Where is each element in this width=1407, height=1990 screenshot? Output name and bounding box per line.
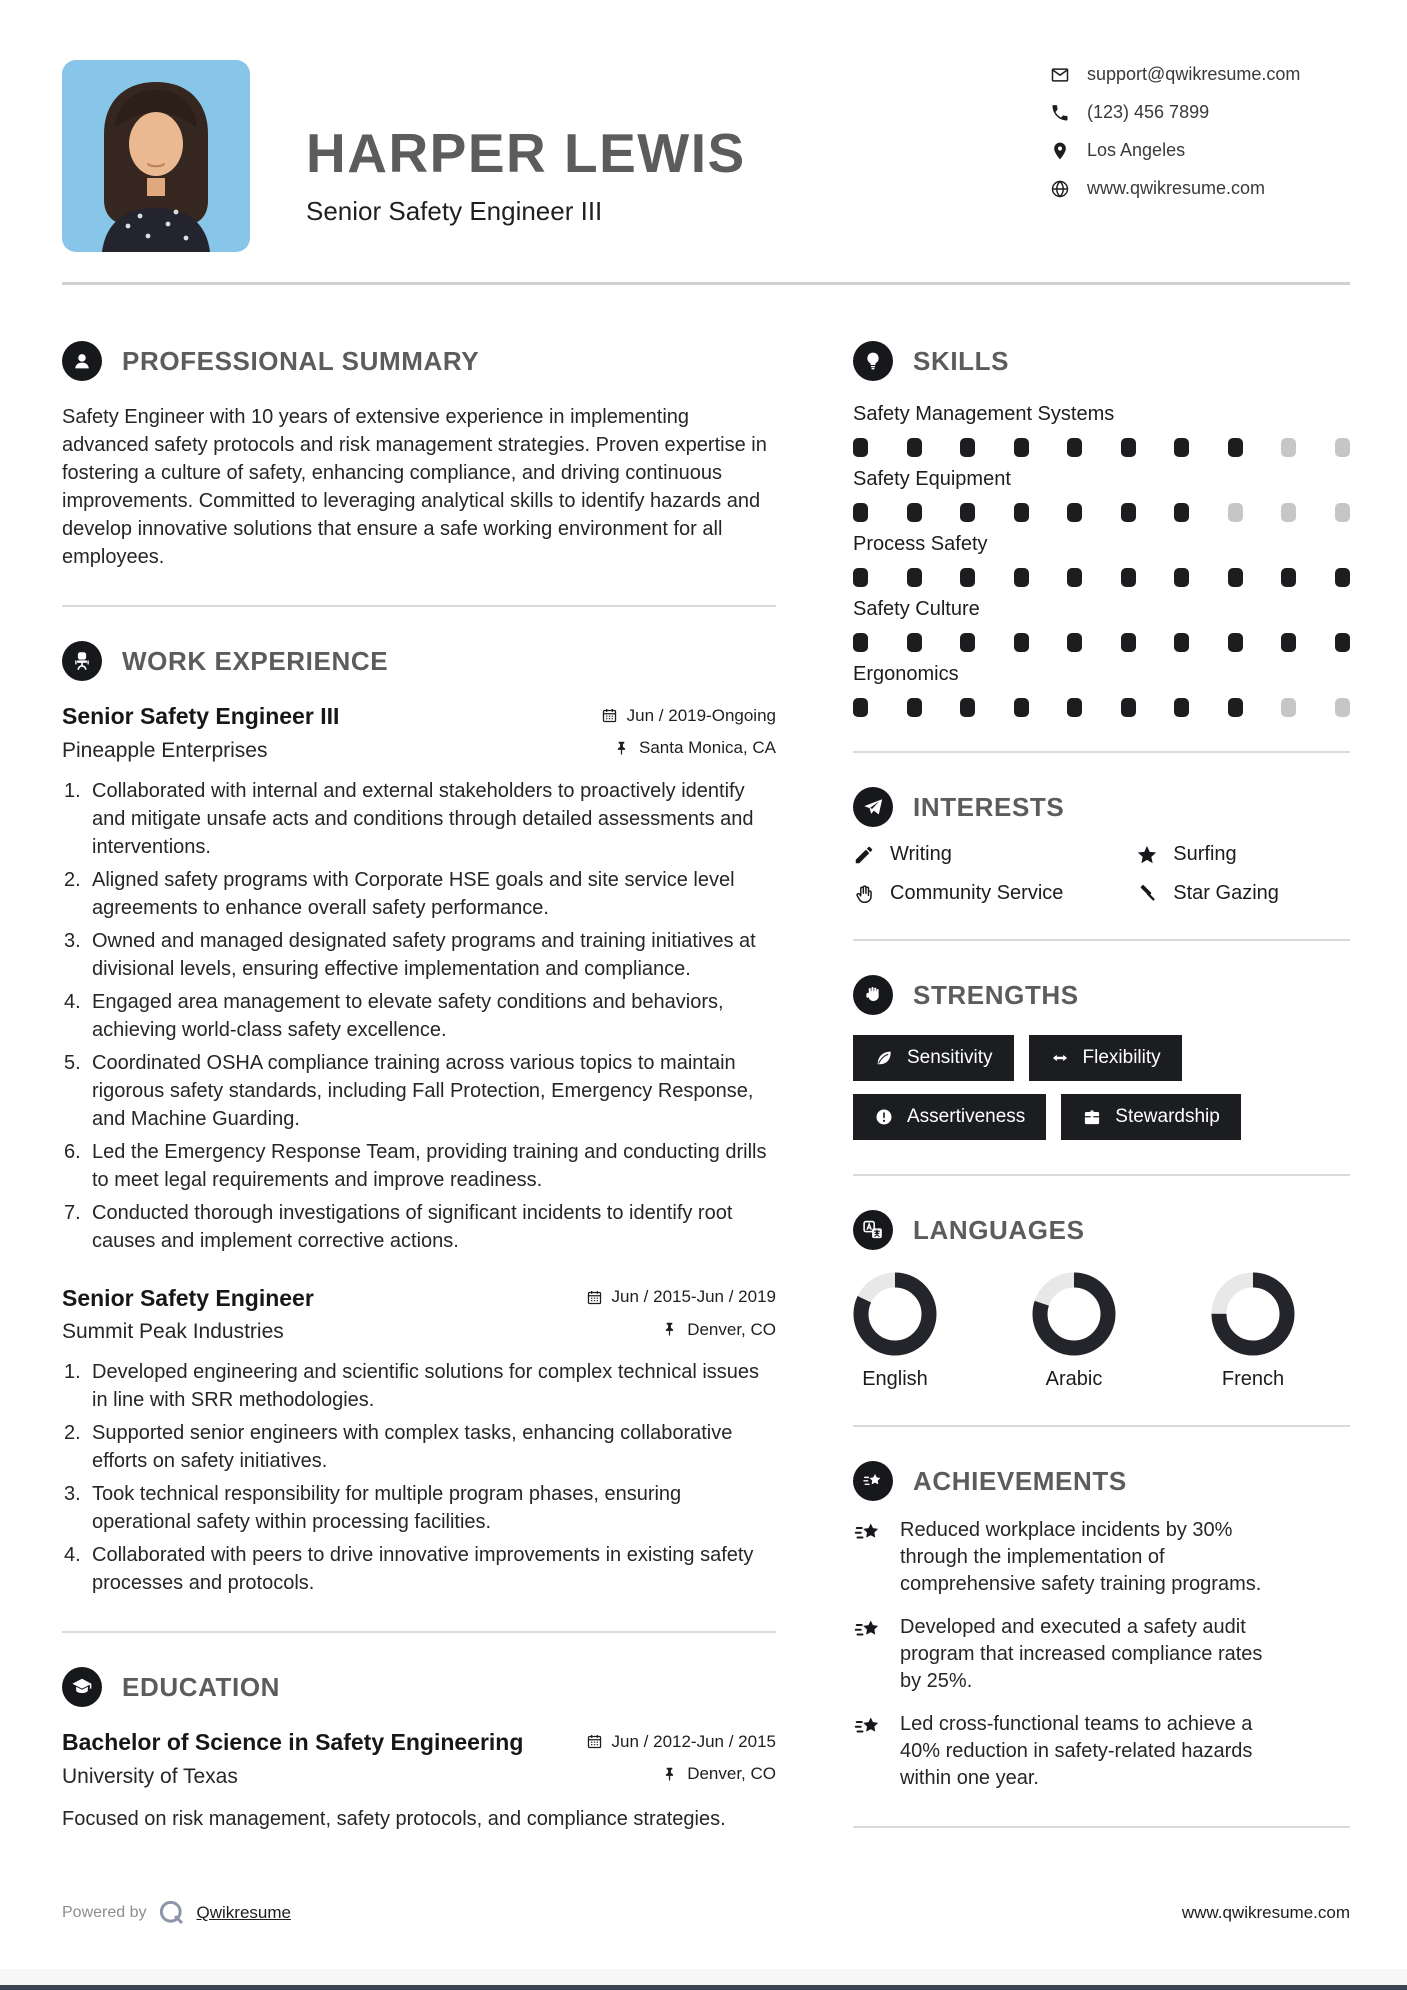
job-title: Senior Safety Engineer III <box>62 703 340 729</box>
skill-dot <box>960 438 975 457</box>
skill-dot <box>1067 503 1082 522</box>
achievements-section <box>853 1461 1350 1792</box>
identity-block <box>306 60 1050 227</box>
education-school: University of Texas <box>62 1764 238 1788</box>
skill-dot <box>907 438 922 457</box>
divider <box>853 939 1350 941</box>
gavel-icon <box>1136 883 1158 905</box>
shooting-star-icon <box>853 1712 883 1742</box>
footer <box>62 1898 1350 1928</box>
briefcase-icon <box>1082 1107 1102 1127</box>
skill-dot <box>960 698 975 717</box>
graduation-cap-icon <box>62 1667 102 1707</box>
skill-dot <box>1014 438 1029 457</box>
email-icon <box>1050 65 1070 85</box>
interest-item <box>1136 882 1350 905</box>
divider <box>853 1425 1350 1427</box>
strengths-section <box>853 975 1350 1140</box>
skill-dot <box>1174 503 1189 522</box>
language-item <box>1211 1272 1295 1391</box>
skill-dot <box>960 503 975 522</box>
interests-list <box>853 843 1350 905</box>
skill-rating <box>853 698 1350 717</box>
qwikresume-link[interactable]: Qwikresume <box>196 1903 291 1922</box>
skill-dot <box>907 568 922 587</box>
skill-dot <box>1014 698 1029 717</box>
page-bottom-strip <box>0 1969 1407 1990</box>
strength-badge <box>1029 1035 1182 1081</box>
skill-dot <box>1281 698 1296 717</box>
skill-dot <box>1014 503 1029 522</box>
interest-item <box>853 882 1136 905</box>
job-company: Summit Peak Industries <box>62 1320 284 1343</box>
job-company: Pineapple Enterprises <box>62 738 268 762</box>
skill-name: Ergonomics <box>853 663 959 685</box>
summary-section <box>62 341 776 571</box>
right-column <box>853 285 1350 1828</box>
education-section <box>62 1667 776 1833</box>
calendar-icon <box>586 1289 603 1306</box>
achievements-list <box>853 1517 1350 1792</box>
skill-dot <box>1228 438 1243 457</box>
skill-dot <box>1281 503 1296 522</box>
interest-label: Community Service <box>890 882 1064 904</box>
strength-badge <box>1061 1094 1241 1140</box>
job-bullet: Aligned safety programs with Corporate HSE goals and site service level agreements to enhance overall safety performance. <box>92 868 735 919</box>
job-dates-text: Jun / 2019-Ongoing <box>626 705 776 725</box>
calendar-icon <box>601 707 618 724</box>
work-experience-section <box>62 641 776 1597</box>
job-bullet: Conducted thorough investigations of significant incidents to identify root causes and implement corrective actions. <box>92 1201 733 1252</box>
job-bullet: Supported senior engineers with complex tasks, enhancing collaborative efforts on safety initiatives. <box>92 1422 733 1472</box>
skill-dot <box>907 503 922 522</box>
user-icon <box>62 341 102 381</box>
language-item <box>853 1272 937 1391</box>
strength-label: Sensitivity <box>907 1047 993 1068</box>
skill-dot <box>853 698 868 717</box>
languages-section <box>853 1210 1350 1391</box>
skill-dot <box>1228 503 1243 522</box>
qwikresume-logo-icon <box>157 1898 187 1928</box>
skill-dot <box>1228 568 1243 587</box>
job-bullet: Led the Emergency Response Team, providing training and conducting drills to meet legal requirements and improve readiness. <box>92 1140 767 1191</box>
language-label: French <box>1221 1368 1285 1390</box>
achievement-text: Reduced workplace incidents by 30% through the implementation of comprehensive safety training programs. <box>900 1519 1262 1595</box>
skill-dot <box>1067 633 1082 652</box>
achievements-heading: ACHIEVEMENTS <box>913 1465 1127 1496</box>
divider <box>62 605 776 607</box>
languages-list <box>853 1272 1350 1391</box>
contact-item <box>1050 140 1350 161</box>
contact-text: (123) 456 7899 <box>1087 102 1210 122</box>
strength-label: Assertiveness <box>907 1106 1026 1127</box>
contact-info <box>1050 60 1350 199</box>
footer-website-link[interactable]: www.qwikresume.com <box>1181 1903 1350 1922</box>
summary-text: Safety Engineer with 10 years of extensive experience in implementing advanced safety protocols and risk management strategies. Proven expertise in fostering a culture of safety, enhancing compliance, and driving continuous improvements. Committed to leveraging analytical skills to identify hazards and develop innovative solutions that ensure a safe working environment for all employees. <box>62 406 767 568</box>
language-label: English <box>862 1368 928 1390</box>
education-location-text: Denver, CO <box>687 1764 776 1783</box>
contact-item <box>1050 178 1350 199</box>
skill-dot <box>1335 698 1350 717</box>
achievement-text: Led cross-functional teams to achieve a 40% reduction in safety-related hazards within one year. <box>900 1713 1253 1789</box>
location-pin-icon <box>1050 141 1070 161</box>
skill-name: Process Safety <box>853 533 988 555</box>
skill-name: Safety Management Systems <box>853 403 1115 425</box>
shooting-star-icon <box>853 1615 883 1645</box>
language-donut-chart <box>853 1272 937 1356</box>
job-bullets <box>62 1358 776 1597</box>
skill-dot <box>1174 633 1189 652</box>
job-list <box>62 703 776 1597</box>
education-location <box>661 1764 776 1784</box>
education-degree: Bachelor of Science in Safety Engineering <box>62 1729 524 1755</box>
skill-item <box>853 468 1350 522</box>
interest-label: Surfing <box>1173 843 1237 865</box>
contact-text: www.qwikresume.com <box>1087 178 1266 198</box>
work-experience-heading: WORK EXPERIENCE <box>122 645 389 676</box>
skill-dot <box>1067 568 1082 587</box>
skill-dot <box>1335 633 1350 652</box>
strength-label: Stewardship <box>1115 1106 1220 1127</box>
strength-label: Flexibility <box>1082 1047 1161 1068</box>
left-column <box>62 285 776 1833</box>
pushpin-icon <box>661 1766 678 1783</box>
skill-dot <box>1067 698 1082 717</box>
education-entry <box>62 1729 776 1833</box>
shooting-star-icon <box>853 1461 893 1501</box>
skill-item <box>853 533 1350 587</box>
strength-badge <box>853 1035 1014 1081</box>
skill-dot <box>1228 698 1243 717</box>
skill-dot <box>1335 438 1350 457</box>
office-chair-icon <box>62 641 102 681</box>
job-location <box>613 738 776 758</box>
job-location <box>661 1320 776 1340</box>
job-dates <box>601 706 776 726</box>
skill-dot <box>853 438 868 457</box>
summary-heading: PROFESSIONAL SUMMARY <box>122 345 480 376</box>
skill-dot <box>1121 568 1136 587</box>
achievement-item <box>853 1711 1350 1792</box>
interest-item <box>1136 843 1350 866</box>
person-title: Senior Safety Engineer III <box>306 196 603 226</box>
skill-dot <box>960 633 975 652</box>
calendar-icon <box>586 1733 603 1750</box>
job-bullets <box>62 777 776 1255</box>
paper-plane-icon <box>853 787 893 827</box>
skill-name: Safety Equipment <box>853 468 1011 490</box>
strengths-list <box>853 1035 1350 1140</box>
achievement-item <box>853 1614 1350 1695</box>
pushpin-icon <box>661 1321 678 1338</box>
content-columns <box>0 285 1407 1833</box>
skill-item <box>853 403 1350 457</box>
skill-dot <box>853 568 868 587</box>
language-donut-chart <box>1032 1272 1116 1356</box>
job-bullet: Coordinated OSHA compliance training across various topics to maintain rigorous safety standards, including Fall Protection, Emergency Response, and Machine Guarding. <box>92 1051 754 1130</box>
skill-dot <box>1174 438 1189 457</box>
education-heading: EDUCATION <box>122 1671 281 1702</box>
shooting-star-icon <box>853 1518 883 1548</box>
profile-photo-illustration <box>62 60 250 252</box>
skill-dot <box>853 503 868 522</box>
education-dates-text: Jun / 2012-Jun / 2015 <box>611 1731 776 1751</box>
globe-icon <box>1050 179 1070 199</box>
job-entry <box>62 1285 776 1598</box>
strength-badge <box>853 1094 1046 1140</box>
skill-item <box>853 663 1350 717</box>
achievement-item <box>853 1517 1350 1598</box>
skill-rating <box>853 568 1350 587</box>
divider <box>853 1826 1350 1828</box>
profile-photo <box>62 60 250 252</box>
job-location-text: Santa Monica, CA <box>638 738 776 757</box>
languages-heading: LANGUAGES <box>913 1214 1085 1245</box>
skills-list <box>853 403 1350 717</box>
skill-dot <box>1121 438 1136 457</box>
divider <box>62 1631 776 1633</box>
phone-icon <box>1050 103 1070 123</box>
star-icon <box>1136 844 1158 866</box>
skill-dot <box>1121 503 1136 522</box>
interests-heading: INTERESTS <box>913 791 1065 822</box>
interests-section <box>853 787 1350 905</box>
interest-item <box>853 843 1136 866</box>
contact-text: Los Angeles <box>1087 140 1186 160</box>
skill-dot <box>907 633 922 652</box>
language-donut-chart <box>1211 1272 1295 1356</box>
interest-label: Star Gazing <box>1173 882 1279 904</box>
skill-dot <box>1121 633 1136 652</box>
skill-rating <box>853 438 1350 457</box>
fist-icon <box>853 975 893 1015</box>
education-dates <box>586 1732 776 1752</box>
strengths-heading: STRENGTHS <box>913 979 1079 1010</box>
exclamation-icon <box>874 1107 894 1127</box>
contact-text: support@qwikresume.com <box>1087 64 1301 84</box>
job-title: Senior Safety Engineer <box>62 1284 314 1311</box>
job-bullet: Collaborated with peers to drive innovative improvements in existing safety processes and protocols. <box>92 1544 754 1594</box>
pencil-icon <box>853 844 875 866</box>
job-bullet: Collaborated with internal and external stakeholders to proactively identify and mitigate unsafe acts and conditions through detailed assessments and interventions. <box>92 779 754 858</box>
skill-dot <box>1174 698 1189 717</box>
skills-heading: SKILLS <box>913 345 1010 376</box>
job-location-text: Denver, CO <box>687 1319 776 1339</box>
hand-icon <box>853 883 875 905</box>
pushpin-icon <box>613 740 630 757</box>
job-bullet: Engaged area management to elevate safety conditions and behaviors, achieving world-class safety excellence. <box>92 990 724 1041</box>
contact-item <box>1050 102 1350 123</box>
leaf-icon <box>874 1048 894 1068</box>
skill-dot <box>1228 633 1243 652</box>
skill-dot <box>960 568 975 587</box>
skill-dot <box>853 633 868 652</box>
arrows-icon <box>1050 1048 1070 1068</box>
skill-dot <box>1335 568 1350 587</box>
job-dates <box>586 1287 776 1307</box>
skill-rating <box>853 633 1350 652</box>
job-entry <box>62 703 776 1255</box>
job-bullet: Took technical responsibility for multiple program phases, ensuring operational safety within processing facilities. <box>92 1483 682 1533</box>
skill-dot <box>1014 633 1029 652</box>
skill-rating <box>853 503 1350 522</box>
job-bullet: Owned and managed designated safety programs and training initiatives at divisional levels, ensuring effective implementation and compliance. <box>92 929 756 980</box>
interest-label: Writing <box>890 843 952 865</box>
skill-dot <box>1067 438 1082 457</box>
powered-by <box>62 1898 291 1928</box>
skill-dot <box>1335 503 1350 522</box>
skill-dot <box>1014 568 1029 587</box>
powered-by-label: Powered by <box>62 1904 147 1921</box>
person-name: HARPER LEWIS <box>306 122 746 184</box>
lightbulb-icon <box>853 341 893 381</box>
skill-item <box>853 598 1350 652</box>
skill-dot <box>1281 568 1296 587</box>
divider <box>853 751 1350 753</box>
translate-icon <box>853 1210 893 1250</box>
skills-section <box>853 341 1350 717</box>
skill-dot <box>1121 698 1136 717</box>
skill-dot <box>1174 568 1189 587</box>
education-description: Focused on risk management, safety protocols, and compliance strategies. <box>62 1807 726 1830</box>
header <box>0 0 1407 252</box>
divider <box>853 1174 1350 1176</box>
skill-dot <box>907 698 922 717</box>
contact-item <box>1050 64 1350 85</box>
skill-dot <box>1281 438 1296 457</box>
job-dates-text: Jun / 2015-Jun / 2019 <box>611 1287 776 1306</box>
skill-name: Safety Culture <box>853 598 980 620</box>
job-bullet: Developed engineering and scientific solutions for complex technical issues in line with SRR methodologies. <box>92 1361 760 1411</box>
language-item <box>1032 1272 1116 1391</box>
achievement-text: Developed and executed a safety audit program that increased compliance rates by 25%. <box>900 1616 1263 1692</box>
language-label: Arabic <box>1045 1368 1103 1390</box>
skill-dot <box>1281 633 1296 652</box>
